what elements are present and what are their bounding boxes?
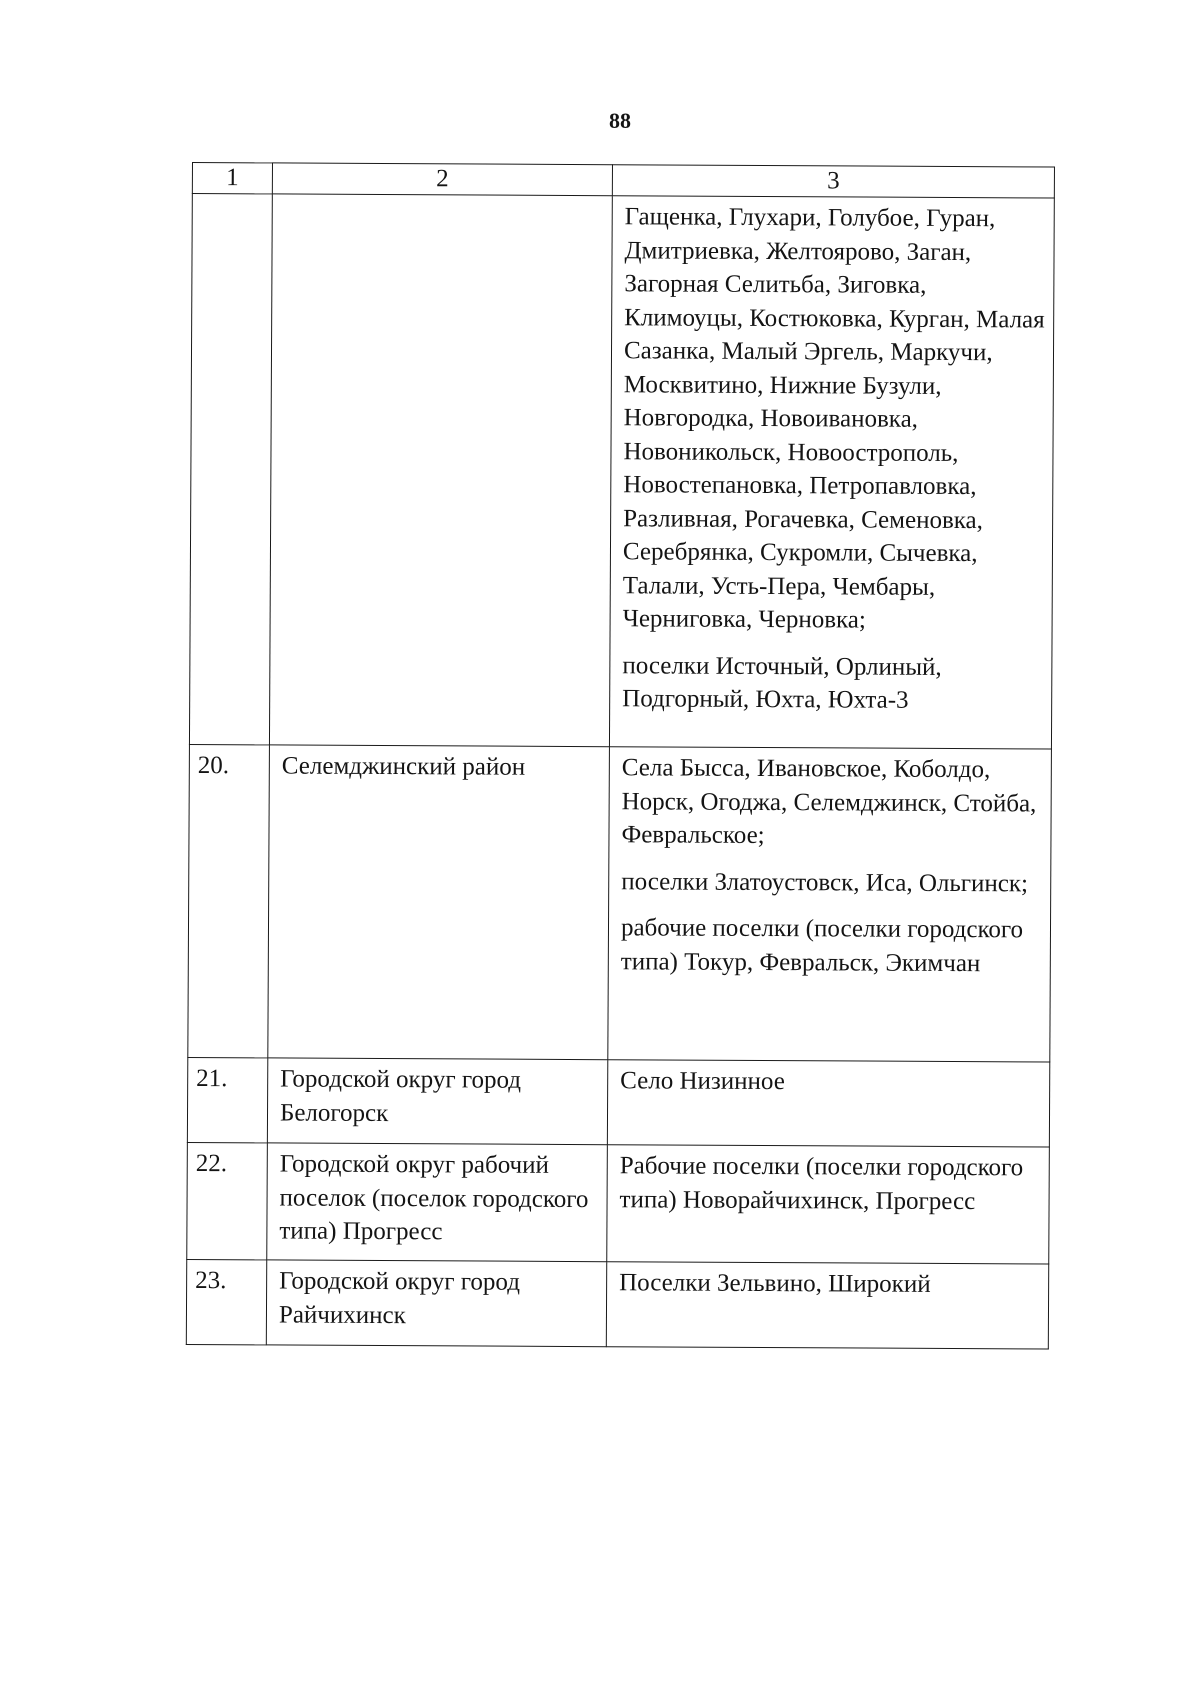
table-row (186, 1259, 1048, 1349)
settlements-paragraph: Рабочие поселки (поселки городского типа) Новорайчихинск, Прогресс (619, 1152, 1024, 1215)
row-number-cell (189, 194, 272, 745)
row-number-cell: 21. (187, 1057, 267, 1142)
table-row (187, 1142, 1050, 1264)
district-cell: Селемджинский район (268, 745, 610, 1060)
settlements-paragraph: Гащенка, Глухари, Голубое, Гуран, Дмитриевка, Желтоярово, Заган, Загорная Селитьба, Зиговка, Климоуцы, Костюковка, Курган, Малая Сазанка, Малый Эргель, Маркучи, Москвитино, Нижние Бузули, Новгородка, Новоивановка, Новоникольск, Новоострополь, Новостепановка, Петропавловка, Разливная, Рогачевка, Семеновка, Серебрянка, Сукромли, Сычевка, Талали, Усть-Пера, Чембары, Черниговка, Черновка; (622, 203, 1045, 634)
settlements-table (186, 162, 1055, 1350)
column-header-1: 1 (192, 163, 272, 194)
column-header-2: 2 (272, 163, 612, 196)
settlements-cell (607, 1145, 1050, 1264)
settlements-paragraph: Село Низинное (620, 1067, 785, 1096)
column-header-3: 3 (612, 165, 1054, 198)
settlements-cell (606, 1262, 1048, 1349)
table-row (189, 194, 1054, 750)
settlements-paragraph: рабочие поселки (поселки городского типа) Токур, Февральск, Экимчан (620, 914, 1024, 977)
settlements-cell (609, 196, 1054, 749)
district-cell: Городской округ город Белогорск (267, 1058, 607, 1145)
table-row (188, 744, 1052, 1062)
table-header-row (192, 163, 1054, 199)
row-number-cell: 20. (188, 744, 270, 1057)
row-number-cell: 23. (186, 1259, 266, 1344)
settlements-paragraph: Поселки Зельвино, Широкий (619, 1269, 931, 1298)
settlements-paragraph: поселки Златоустовск, Иса, Ольгинск; (621, 867, 1029, 897)
settlements-paragraph: Села Бысса, Ивановское, Коболдо, Норск, Огоджа, Селемджинск, Стойба, Февральское; (621, 754, 1037, 850)
table-row (187, 1057, 1049, 1147)
row-number-cell: 22. (187, 1142, 268, 1259)
settlements-cell (607, 1060, 1049, 1147)
district-cell (269, 194, 612, 747)
page-number: 88 (609, 108, 631, 133)
district-cell: Городской округ рабочий поселок (поселок городского типа) Прогресс (267, 1143, 608, 1262)
settlements-cell (608, 747, 1052, 1062)
district-cell: Городской округ город Райчихинск (266, 1260, 606, 1347)
settlements-paragraph: поселки Источный, Орлиный, Подгорный, Юхта, Юхта-3 (622, 651, 942, 714)
